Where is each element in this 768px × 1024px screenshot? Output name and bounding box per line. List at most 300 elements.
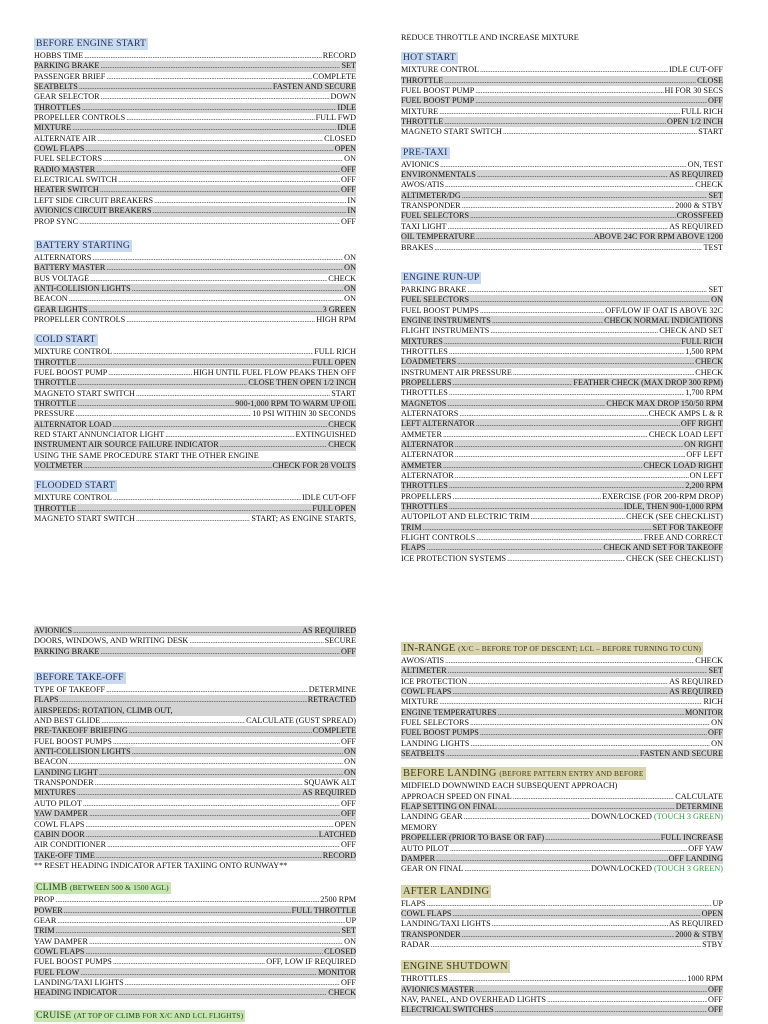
dot-leader	[57, 916, 344, 926]
checklist-section	[34, 329, 356, 471]
item-value: 1000 RPM	[687, 974, 723, 984]
item-value: COMPLETE	[312, 726, 356, 736]
dot-leader	[453, 378, 573, 388]
item-label: AND BEST GLIDE	[34, 716, 101, 726]
item-label: ALTERNATOR	[401, 471, 454, 481]
item-value: CHECK (SEE CHECKLIST)	[626, 553, 723, 563]
item-label: ALTIMETER/DG	[401, 190, 461, 200]
checklist-item	[34, 685, 356, 695]
item-value: OPEN 1/2 INCH	[667, 117, 723, 127]
item-label: ALTIMETER	[401, 666, 447, 676]
item-value: CLOSED	[324, 133, 356, 143]
checklist-item	[34, 368, 356, 378]
dot-leader	[470, 211, 676, 221]
item-label: DAMPER	[401, 853, 436, 863]
dot-leader	[449, 481, 684, 491]
checklist-item	[401, 656, 723, 666]
dot-leader	[85, 947, 323, 957]
item-label: ANTI-COLLISION LIGHTS	[34, 747, 131, 757]
checklist-item	[401, 316, 723, 326]
dot-leader	[427, 543, 603, 553]
dot-leader	[118, 175, 340, 185]
item-value: IN	[347, 195, 356, 205]
checklist-item	[34, 706, 356, 716]
item-value: FULL FWD	[315, 113, 356, 123]
item-value: ON, TEST	[687, 159, 723, 169]
item-value: UP	[712, 898, 723, 908]
item-value: SET	[341, 926, 356, 936]
dot-leader	[106, 263, 343, 273]
checklist-item	[401, 388, 723, 398]
item-label: ALTERNATORS	[34, 252, 92, 262]
item-label: ICE PROTECTION	[401, 676, 468, 686]
checklist-item	[401, 899, 723, 909]
item-label: AUTO PILOT	[34, 798, 82, 808]
dot-leader	[513, 368, 694, 378]
item-label: MIXTURE	[401, 697, 439, 707]
checklist-item	[401, 96, 723, 106]
checklist-item	[34, 968, 356, 978]
item-value: START; AS ENGINE STARTS,	[251, 514, 356, 524]
checklist-item	[34, 988, 356, 998]
item-value: 1,500 RPM	[685, 346, 723, 356]
checklist-item	[401, 107, 723, 117]
item-label: TRANSPONDER	[401, 929, 461, 939]
item-value: 3 GREEN	[322, 304, 356, 314]
dot-leader	[113, 493, 301, 503]
item-value: OFF	[340, 185, 356, 195]
item-label: CABIN DOOR	[34, 829, 85, 839]
section-header	[34, 334, 98, 346]
item-label: AVIONICS	[401, 159, 440, 169]
item-label: PRESSURE	[34, 409, 75, 419]
item-label: THROTTLE	[34, 378, 77, 388]
item-label: ALTERNATE AIR	[34, 133, 97, 143]
item-value: OFF	[340, 164, 356, 174]
touch-green-note: (TOUCH 3 GREEN)	[654, 864, 723, 874]
item-label: LOADMETERS	[401, 357, 457, 367]
item-value: SET	[341, 61, 356, 71]
item-value: ON RIGHT	[684, 440, 723, 449]
item-label: PARKING BRAKE	[34, 646, 100, 656]
checklist-item	[34, 726, 356, 736]
item-value: MONITOR	[317, 967, 356, 977]
checklist-item	[401, 739, 723, 749]
item-label: YAW DAMPER	[34, 809, 89, 819]
item-value: FREE AND CORRECT	[643, 533, 723, 543]
item-label: ELECTRICAL SWITCH	[34, 175, 118, 185]
checklist-item	[34, 378, 356, 388]
item-label: GEAR ON FINAL	[401, 864, 464, 874]
section-title: COLD START	[36, 334, 96, 346]
item-label: ENVIRONMENTALS	[401, 170, 476, 180]
checklist-item	[34, 768, 356, 778]
checklist-item	[34, 451, 356, 461]
checklist-item	[34, 253, 356, 263]
item-label: THROTTLE	[401, 75, 444, 85]
checklist-item	[401, 211, 723, 221]
item-label: AIRSPEEDS: ROTATION, CLIMB OUT,	[34, 705, 173, 715]
dot-leader	[113, 347, 313, 357]
checklist-item	[34, 196, 356, 206]
item-label: PRE-TAKEOFF BRIEFING	[34, 726, 128, 736]
item-label: LANDING LIGHT	[34, 767, 98, 777]
item-label: TAKE-OFF TIME	[34, 850, 95, 860]
checklist-item	[34, 389, 356, 399]
checklist-item	[401, 666, 723, 676]
item-label: VOLTMETER	[34, 461, 83, 471]
item-label: YAW DAMPER	[34, 936, 89, 946]
column-1	[34, 33, 356, 524]
item-value: OFF	[707, 994, 723, 1004]
dot-leader	[60, 695, 307, 705]
dot-leader	[72, 123, 336, 133]
checklist-item	[401, 368, 723, 378]
dot-leader	[132, 284, 344, 294]
checklist-item	[34, 778, 356, 788]
item-label: COWL FLAPS	[34, 144, 85, 154]
checklist-item	[401, 201, 723, 211]
section-subtitle: (AT TOP OF CLIMB FOR X/C AND LCL FLIGHTS)	[73, 1010, 244, 1020]
dot-leader	[89, 809, 340, 819]
item-value: OFF LANDING	[668, 853, 723, 863]
checklist-item	[401, 677, 723, 687]
checklist-item	[401, 170, 723, 180]
dot-leader	[467, 285, 707, 295]
dot-leader	[507, 554, 625, 564]
item-value: CHECK LOAD RIGHT	[643, 460, 723, 470]
dot-leader	[449, 347, 684, 357]
checklist-item	[401, 708, 723, 718]
item-value: ON LEFT	[689, 471, 723, 481]
item-label: FLAPS	[34, 695, 59, 705]
dot-leader	[495, 1005, 707, 1015]
item-value: OFF	[340, 798, 356, 808]
checklist-item	[401, 995, 723, 1005]
item-value: OFF YAW	[688, 843, 723, 853]
dot-leader	[547, 995, 707, 1005]
item-value: RICH	[703, 697, 723, 707]
section-subtitle: (BETWEEN 500 & 1500 AGL)	[70, 883, 169, 893]
dot-leader	[440, 160, 687, 170]
item-label: PROPELLER CONTROLS	[34, 314, 126, 324]
item-value: OFF	[707, 1005, 723, 1015]
item-label: ENGINE INSTRUMENTS	[401, 315, 491, 325]
item-label: POWER	[34, 905, 63, 915]
item-label: HOBBS TIME	[34, 51, 84, 60]
section-title: ENGINE SHUTDOWN	[403, 961, 508, 973]
section-subtitle: (BEFORE PATTERN ENTRY AND BEFORE	[499, 769, 644, 779]
section-title: HOT START	[403, 52, 456, 64]
dot-leader	[476, 419, 680, 429]
item-label: OIL TEMPERATURE	[401, 232, 475, 242]
checklist-item	[401, 812, 723, 822]
dot-leader	[492, 316, 603, 326]
item-label: MAGNETO START SWITCH	[34, 514, 135, 524]
item-value: OPEN	[334, 819, 356, 829]
item-label: FUEL SELECTORS	[401, 295, 470, 305]
item-value: OFF	[707, 984, 723, 994]
checklist-item	[401, 854, 723, 864]
checklist-item	[401, 399, 723, 409]
item-value: EXTINGUISHED	[295, 430, 356, 439]
item-value: CHECK	[328, 273, 356, 283]
dot-leader	[106, 72, 311, 82]
dot-leader	[82, 103, 336, 113]
checklist-item	[34, 851, 356, 861]
dot-leader	[77, 788, 301, 798]
item-label: NAV, PANEL, AND OVERHEAD LIGHTS	[401, 994, 546, 1004]
item-value: CHECK NORMAL INDICATIONS	[604, 315, 723, 325]
checklist-item	[401, 985, 723, 995]
checklist-item	[401, 802, 723, 812]
item-label: THROTTLE	[34, 357, 77, 367]
checklist-item	[34, 937, 356, 947]
dot-leader	[55, 895, 319, 905]
item-label: AWOS/ATIS	[401, 180, 445, 190]
item-value: CHECK (SEE CHECKLIST)	[626, 512, 723, 522]
dot-leader	[97, 134, 323, 144]
item-value: SET FOR TAKEOFF	[652, 522, 723, 532]
item-value: OFF	[340, 977, 356, 987]
item-value: FULL RICH	[681, 106, 723, 116]
section-header	[401, 52, 458, 64]
item-label: ALTERNATOR	[401, 450, 454, 460]
item-value: OFF	[707, 96, 723, 106]
item-value: ON	[344, 294, 356, 304]
dot-leader	[64, 906, 291, 916]
checklist-item	[401, 180, 723, 190]
section-subtitle: (X/C – BEFORE TOP OF DESCENT; LCL – BEFORE TURNING TO CUN)	[458, 644, 702, 653]
section-title: CRUISE	[36, 1009, 72, 1021]
checklist-item	[401, 792, 723, 802]
section-header	[34, 672, 126, 684]
checklist-item	[34, 695, 356, 705]
item-value: AS REQUIRED	[669, 687, 723, 697]
item-value: DETERMINE	[308, 685, 356, 695]
checklist-item	[34, 895, 356, 905]
checklist-section	[34, 877, 356, 998]
checklist-section	[34, 1005, 356, 1023]
item-value: OFF	[340, 646, 356, 656]
item-value: DOWN/LOCKED (TOUCH 3 GREEN)	[591, 864, 723, 874]
dot-leader	[89, 937, 343, 947]
item-label: MIDFIELD DOWNWIND EACH SUBSEQUENT APPROACH)	[401, 781, 618, 791]
item-label: DOORS, WINDOWS, AND WRITING DESK	[34, 636, 189, 646]
item-label: BATTERY MASTER	[34, 263, 106, 273]
item-value: DETERMINE	[675, 802, 723, 812]
item-label: BEACON	[34, 757, 68, 767]
item-value: EXERCISE (FOR 200-RPM DROP)	[602, 491, 723, 501]
checklist-item	[401, 117, 723, 127]
dot-leader	[448, 666, 708, 676]
dot-leader	[531, 512, 626, 522]
item-label: TRIM	[401, 522, 422, 532]
section-title: BEFORE TAKE-OFF	[36, 672, 124, 684]
dot-leader	[470, 739, 710, 749]
item-value: OFF/LOW IF OAT IS ABOVE 32C	[605, 305, 723, 315]
item-value: CHECK	[695, 656, 723, 665]
item-label: FLAPS	[401, 543, 426, 553]
item-value: IDLE	[337, 102, 356, 112]
item-label: PROPELLER CONTROLS	[34, 113, 126, 123]
item-value: TEST	[703, 242, 723, 252]
item-label: ELECTRICAL SWITCHES	[401, 1005, 494, 1015]
item-value: CLOSE THEN OPEN 1/2 INCH	[248, 378, 356, 388]
checklist-item	[401, 357, 723, 367]
section-header	[34, 38, 148, 50]
checklist-item	[401, 543, 723, 553]
item-value: FASTEN AND SECURE	[272, 82, 356, 92]
checklist-section	[401, 956, 723, 1015]
checklist-item	[34, 134, 356, 144]
dot-leader	[480, 728, 707, 738]
checklist-item	[401, 65, 723, 75]
item-label: MIXTURE CONTROL	[34, 347, 113, 357]
item-value: CHECK AMPS L & R	[648, 408, 723, 418]
dot-leader	[446, 749, 639, 759]
section-title: IN-RANGE	[403, 643, 456, 654]
item-label: REDUCE THROTTLE AND INCREASE MIXTURE	[401, 33, 579, 42]
item-value: FEATHER CHECK (MAX DROP 300 RPM)	[573, 377, 723, 387]
checklist-item	[34, 430, 356, 440]
checklist-item	[401, 833, 723, 843]
checklist-item	[34, 840, 356, 850]
checklist-item	[34, 978, 356, 988]
item-label: MIXTURE CONTROL	[401, 65, 480, 75]
checklist-item	[401, 232, 723, 242]
checklist-section	[401, 763, 723, 874]
item-label: THROTTLES	[401, 388, 448, 398]
dot-leader	[165, 430, 294, 440]
dot-leader	[449, 502, 623, 512]
item-value: 900-1,000 RPM TO WARM UP OIL	[235, 398, 356, 408]
checklist-item	[401, 430, 723, 440]
checklist-item	[34, 347, 356, 357]
item-value: LATCHED	[318, 829, 356, 839]
dot-leader	[136, 389, 330, 399]
item-value: ABOVE 24C FOR RPM ABOVE 1200	[593, 232, 723, 242]
checklist-item	[401, 191, 723, 201]
item-value: SECURE	[324, 636, 356, 646]
section-header	[34, 882, 171, 894]
dot-leader	[79, 217, 340, 227]
item-label: INSTRUMENT AIR SOURCE FAILURE INDICATOR	[34, 440, 219, 450]
dot-leader	[85, 144, 333, 154]
checklist-item	[401, 940, 723, 950]
item-label: THROTTLES	[401, 346, 448, 356]
item-label: FUEL BOOST PUMP	[401, 96, 475, 106]
item-label: TYPE OF TAKEOFF	[34, 685, 106, 695]
checklist-item	[401, 306, 723, 316]
item-label: INSTRUMENT AIR PRESSURE	[401, 367, 512, 377]
item-label: APPROACH SPEED ON FINAL	[401, 791, 512, 801]
item-label: THROTTLES	[401, 974, 448, 984]
item-label: AIR CONDITIONER	[34, 840, 107, 850]
dot-leader	[477, 170, 668, 180]
checklist-item	[401, 1005, 723, 1015]
item-label: FUEL SELECTORS	[34, 154, 103, 164]
checklist-item	[34, 206, 356, 216]
dot-leader	[470, 295, 710, 305]
item-label: AWOS/ATIS	[401, 656, 445, 665]
item-value: UP	[345, 915, 356, 925]
checklist-item	[401, 523, 723, 533]
item-label: THROTTLE	[401, 117, 444, 127]
dot-leader	[445, 180, 694, 190]
item-label: LANDING/TAXI LIGHTS	[34, 977, 124, 987]
checklist-item	[401, 222, 723, 232]
item-value: IDLE CUT-OFF	[668, 65, 723, 75]
item-label: ANTI-COLLISION LIGHTS	[34, 283, 131, 293]
dot-leader	[444, 337, 680, 347]
item-label: AMMETER	[401, 429, 442, 439]
item-label: LANDING GEAR	[401, 812, 463, 822]
item-label: MAGNETOS	[401, 398, 447, 408]
dot-leader	[101, 92, 330, 102]
item-label: GEAR	[34, 915, 57, 925]
item-label: HEADING INDICATOR	[34, 988, 118, 998]
item-label: AVIONICS CIRCUIT BREAKERS	[34, 206, 152, 216]
dot-leader	[129, 726, 312, 736]
item-value: IDLE	[337, 123, 356, 133]
item-label: FUEL FLOW	[34, 967, 80, 977]
item-value: HI FOR 30 SECS	[664, 86, 723, 96]
dot-leader	[69, 757, 344, 767]
item-value: AS REQUIRED	[669, 221, 723, 231]
checklist-item	[34, 103, 356, 113]
dot-leader	[468, 677, 668, 687]
dot-leader	[107, 840, 340, 850]
item-label: FUEL BOOST PUMPS	[401, 305, 479, 315]
item-value: CHECK	[695, 357, 723, 367]
item-label: ENGINE TEMPERATURES	[401, 707, 497, 717]
checklist-section	[34, 33, 356, 227]
dot-leader	[86, 830, 318, 840]
section-header	[401, 147, 450, 159]
item-label: TAXI LIGHT	[401, 221, 447, 231]
item-value: ON	[344, 263, 356, 273]
dot-leader	[189, 636, 323, 646]
dot-leader	[455, 471, 689, 481]
checklist-item	[34, 788, 356, 798]
item-label: AUTO PILOT	[401, 843, 449, 853]
dot-leader	[55, 926, 340, 936]
item-value: CALCULATE (GUST SPREAD)	[246, 716, 356, 726]
dot-leader	[153, 206, 347, 216]
item-label: BUS VOLTAGE	[34, 273, 90, 283]
item-value: OFF, LOW IF REQUIRED	[266, 957, 356, 967]
item-value: 10 PSI WITHIN 30 SECONDS	[252, 409, 356, 419]
item-value: OFF	[340, 216, 356, 226]
column-2	[401, 33, 723, 564]
dot-leader	[436, 854, 668, 864]
item-value: CROSSFEED	[676, 211, 723, 221]
item-label: THROTTLE	[34, 398, 77, 408]
item-value: SQUAWK ALT	[303, 778, 356, 788]
dot-leader	[154, 196, 346, 206]
item-label: PROP SYNC	[34, 216, 79, 226]
checklist-item	[34, 809, 356, 819]
checklist-item	[34, 906, 356, 916]
item-label: LEFT SIDE CIRCUIT BREAKERS	[34, 195, 154, 205]
checklist-section	[34, 667, 356, 871]
item-value: OFF	[340, 736, 356, 746]
item-value: ON	[711, 295, 723, 305]
checklist-item	[34, 420, 356, 430]
item-value: CHECK	[328, 988, 356, 998]
checklist-item	[34, 820, 356, 830]
